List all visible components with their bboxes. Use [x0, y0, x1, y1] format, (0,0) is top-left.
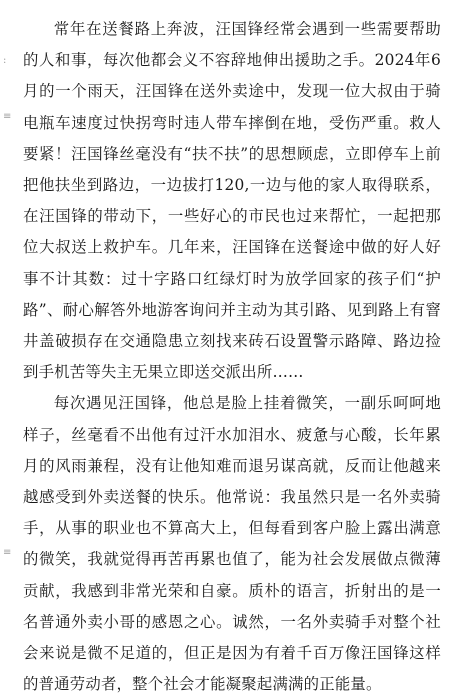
margin-marker: : — [3, 55, 7, 66]
paragraph-2: 每次遇见汪国锋，他总是脸上挂着微笑，一副乐呵呵地样子，丝毫看不出他有过汗水加泪水、疲惫与心酸，长年累月的风雨兼程，没有让他知难而退另谋高就，反而让他越来越感受到外卖送餐的快乐。他常说：我虽然只是一名外卖骑手，从事的职业也不算高大上，但每看到客户脸上露出满意的微笑，我就觉得再苦再累也值了，能为社会发展做点微薄贡献，我感到非常光荣和自豪。质朴的语言，折射出的是一名普通外卖小哥的感恩之心。诚然，一名外卖骑手对整个社会来说是微不足道的，但正是因为有着千百万像汪国锋这样的普通劳动者，整个社会才能凝聚起满满的正能量。 — [23, 394, 441, 694]
margin-marker: ≡ — [3, 111, 12, 122]
margin-marker: ≡ — [3, 547, 12, 558]
document-body[interactable] — [23, 14, 441, 700]
paragraph-1: 常年在送餐路上奔波，汪国锋经常会遇到一些需要帮助的人和事，每次他都会义不容辞地伸出援助之手。2024年6月的一个雨天，汪国锋在送外卖途中，发现一位大叔由于骑电瓶车速度过快拐弯时违人带车摔倒在地，受伤严重。救人要紧！汪国锋丝毫没有“扶不扶”的思想顾虑，立即停车上前把他扶坐到路边，一边拔打120,一边与他的家人取得联系，在汪国锋的带动下，一些好心的市民也过来帮忙，一起把那位大叔送上救护车。几年来，汪国锋在送餐途中做的好人好事不计其数：过十字路口红绿灯时为放学回家的孩子们“护路”、耐心解答外地游客询问并主动为其引路、见到路上有窨井盖破损存在交通隐患立刻找来砖石设置警示路障、路边捡到手机苦等失主无果立即送交派出所…… — [23, 20, 441, 382]
